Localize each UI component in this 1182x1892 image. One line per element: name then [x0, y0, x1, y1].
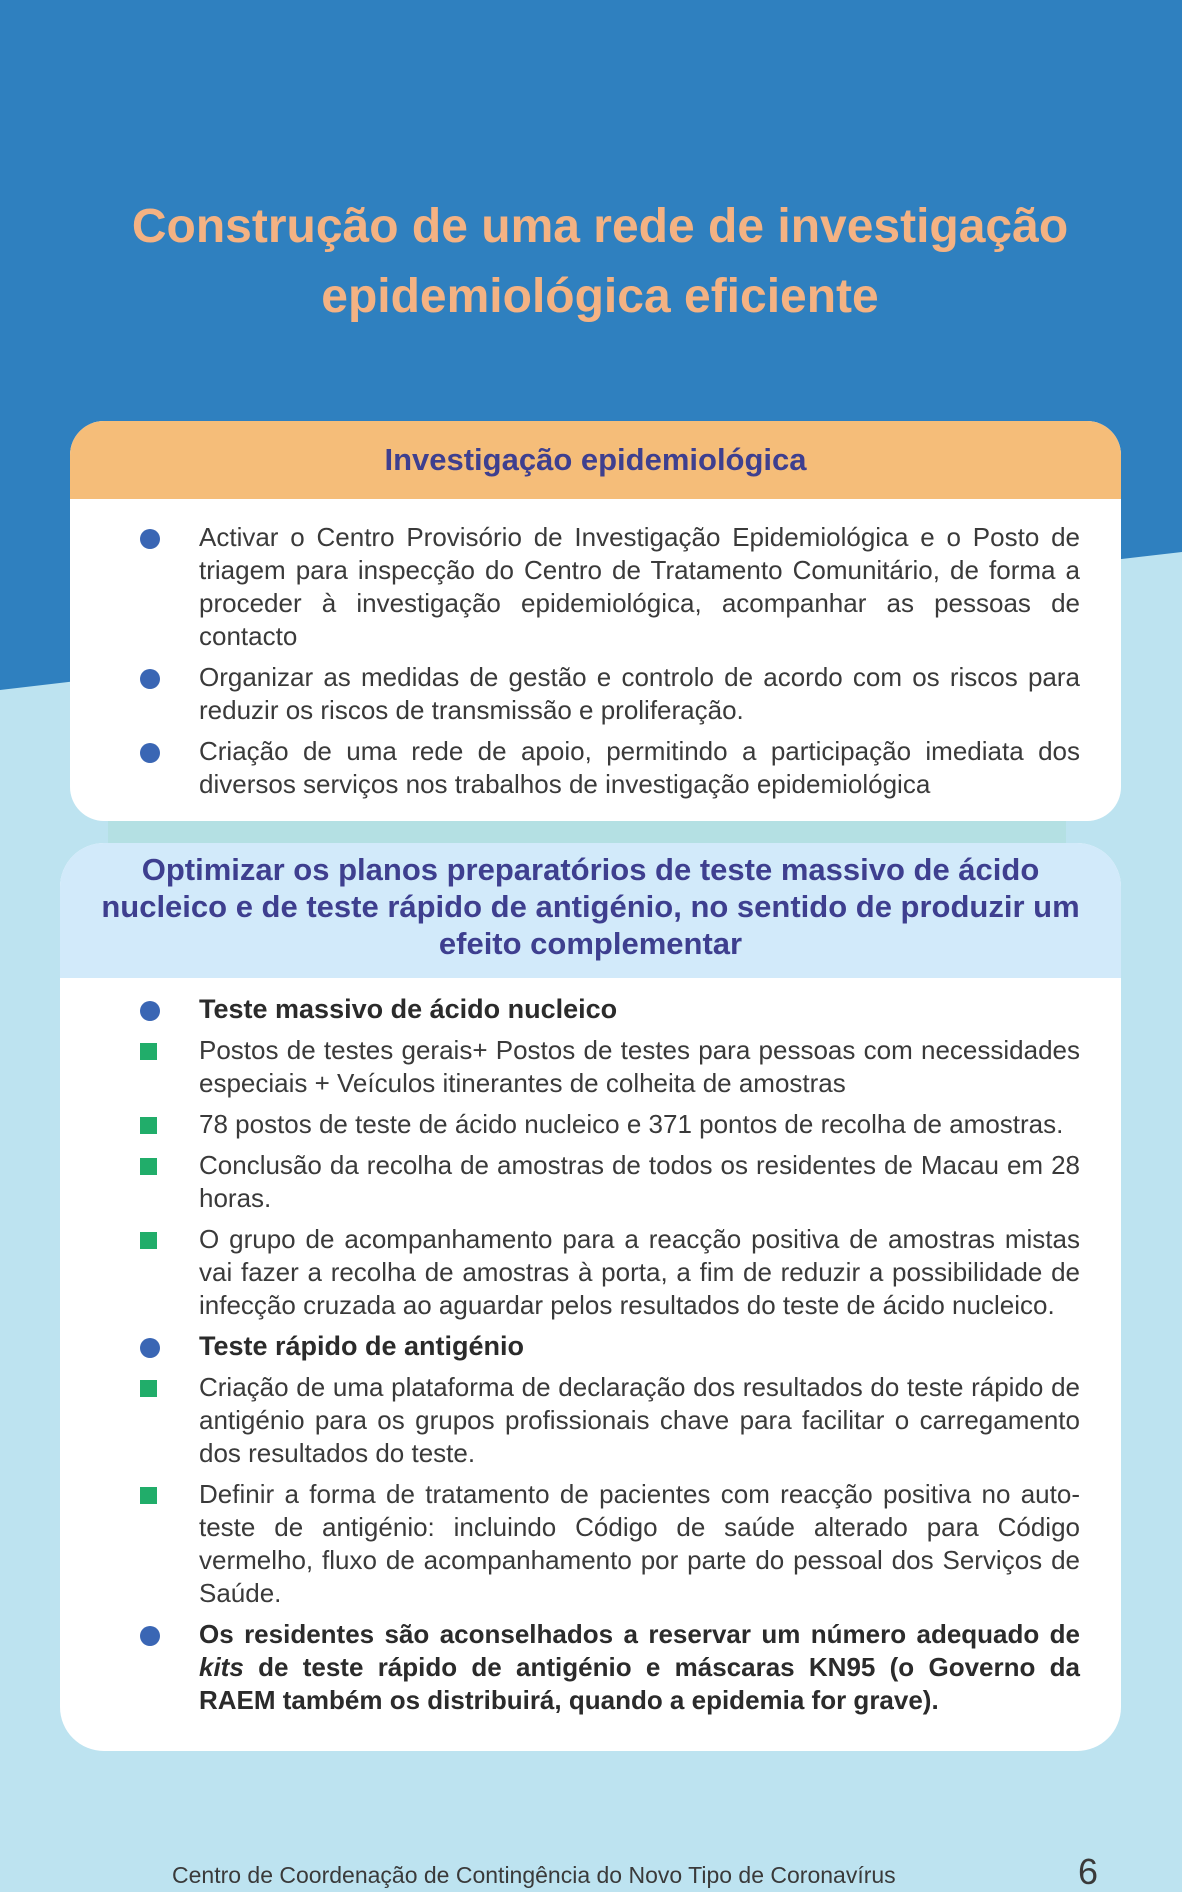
testing-heading-line-1: Optimizar os planos preparatórios de teste massivo de ácido: [141, 852, 1040, 887]
square-bullet-icon: [140, 1158, 157, 1175]
list-item: [140, 1223, 1080, 1322]
subheading-nucleic-acid: [140, 993, 1080, 1026]
page-title-line-1: Construção de uma rede de investigação: [131, 200, 1069, 253]
testing-card-heading: [60, 843, 1121, 978]
page-title-line-2: epidemiológica eficiente: [321, 270, 879, 323]
investigation-card-heading: Investigação epidemiológica: [70, 421, 1121, 499]
testing-heading-line-3: efeito complementar: [438, 926, 743, 961]
list-item: [140, 735, 1080, 801]
circle-bullet-icon: [140, 743, 160, 763]
subheading-text: Teste rápido de antigénio: [199, 1331, 525, 1361]
advice-item: [140, 1618, 1080, 1717]
subheading-text: Teste massivo de ácido nucleico: [199, 994, 618, 1024]
square-bullet-icon: [140, 1117, 157, 1134]
advice-text: [199, 1618, 1080, 1717]
footer-text: Centro de Coordenação de Contingência do Novo Tipo de Coronavírus: [172, 1862, 896, 1888]
circle-bullet-icon: [140, 1338, 160, 1358]
list-item: [140, 1149, 1080, 1215]
list-item: [140, 1371, 1080, 1470]
page-number: 6: [1078, 1851, 1099, 1892]
list-item-text: Activar o Centro Provisório de Investigação Epidemiológica e o Posto de triagem para inspecção do Centro de Tratamento Comunitário, de forma a proceder à investigação epidemiológica, acompanhar as pessoas de contacto: [199, 522, 1080, 651]
page-title: [40, 192, 1160, 332]
list-item: [140, 1108, 1080, 1141]
advice-text-end: de teste rápido de antigénio e máscaras KN95 (o Governo da RAEM também os distribuirá, quando a epidemia for grave).: [199, 1652, 1080, 1715]
circle-bullet-icon: [140, 1001, 160, 1021]
advice-text-start: Os residentes são aconselhados a reservar um número adequado de: [199, 1619, 1080, 1649]
list-item-text: Organizar as medidas de gestão e controlo de acordo com os riscos para reduzir os riscos de transmissão e proliferação.: [199, 662, 1080, 725]
list-item: [140, 1478, 1080, 1610]
square-bullet-icon: [140, 1487, 157, 1504]
list-item: [140, 1034, 1080, 1100]
subheading-antigen: [140, 1330, 1080, 1363]
list-item-text: Definir a forma de tratamento de pacientes com reacção positiva no auto-teste de antigénio: incluindo Código de saúde alterado para Código vermelho, fluxo de acompanhamento por parte do pessoal dos Serviços de Saúde.: [199, 1479, 1080, 1608]
investigation-list: [140, 521, 1080, 809]
list-item: [140, 661, 1080, 727]
card-connector: [108, 821, 1066, 843]
list-item-text: Criação de uma plataforma de declaração dos resultados do teste rápido de antigénio para os grupos profissionais chave para facilitar o carregamento dos resultados do teste.: [199, 1372, 1080, 1468]
square-bullet-icon: [140, 1232, 157, 1249]
list-item-text: O grupo de acompanhamento para a reacção positiva de amostras mistas vai fazer a recolha de amostras à porta, a fim de reduzir a possibilidade de infecção cruzada ao aguardar pelos resultados do teste de ácido nucleico.: [199, 1224, 1080, 1320]
advice-text-kits: kits: [199, 1652, 244, 1682]
circle-bullet-icon: [140, 1626, 160, 1646]
list-item-text: Conclusão da recolha de amostras de todos os residentes de Macau em 28 horas.: [199, 1150, 1080, 1213]
list-item-text: Criação de uma rede de apoio, permitindo a participação imediata dos diversos serviços nos trabalhos de investigação epidemiológica: [199, 736, 1080, 799]
testing-card: [60, 843, 1121, 1751]
list-item-text: 78 postos de teste de ácido nucleico e 371 pontos de recolha de amostras.: [199, 1109, 1064, 1139]
list-item: [140, 521, 1080, 653]
testing-heading-line-2: nucleico e de teste rápido de antigénio, no sentido de produzir um: [101, 889, 1080, 924]
circle-bullet-icon: [140, 669, 160, 689]
square-bullet-icon: [140, 1043, 157, 1060]
testing-list: [140, 993, 1080, 1725]
investigation-card: [70, 421, 1121, 821]
circle-bullet-icon: [140, 529, 160, 549]
square-bullet-icon: [140, 1380, 157, 1397]
list-item-text: Postos de testes gerais+ Postos de testes para pessoas com necessidades especiais + Veículos itinerantes de colheita de amostras: [199, 1035, 1080, 1098]
